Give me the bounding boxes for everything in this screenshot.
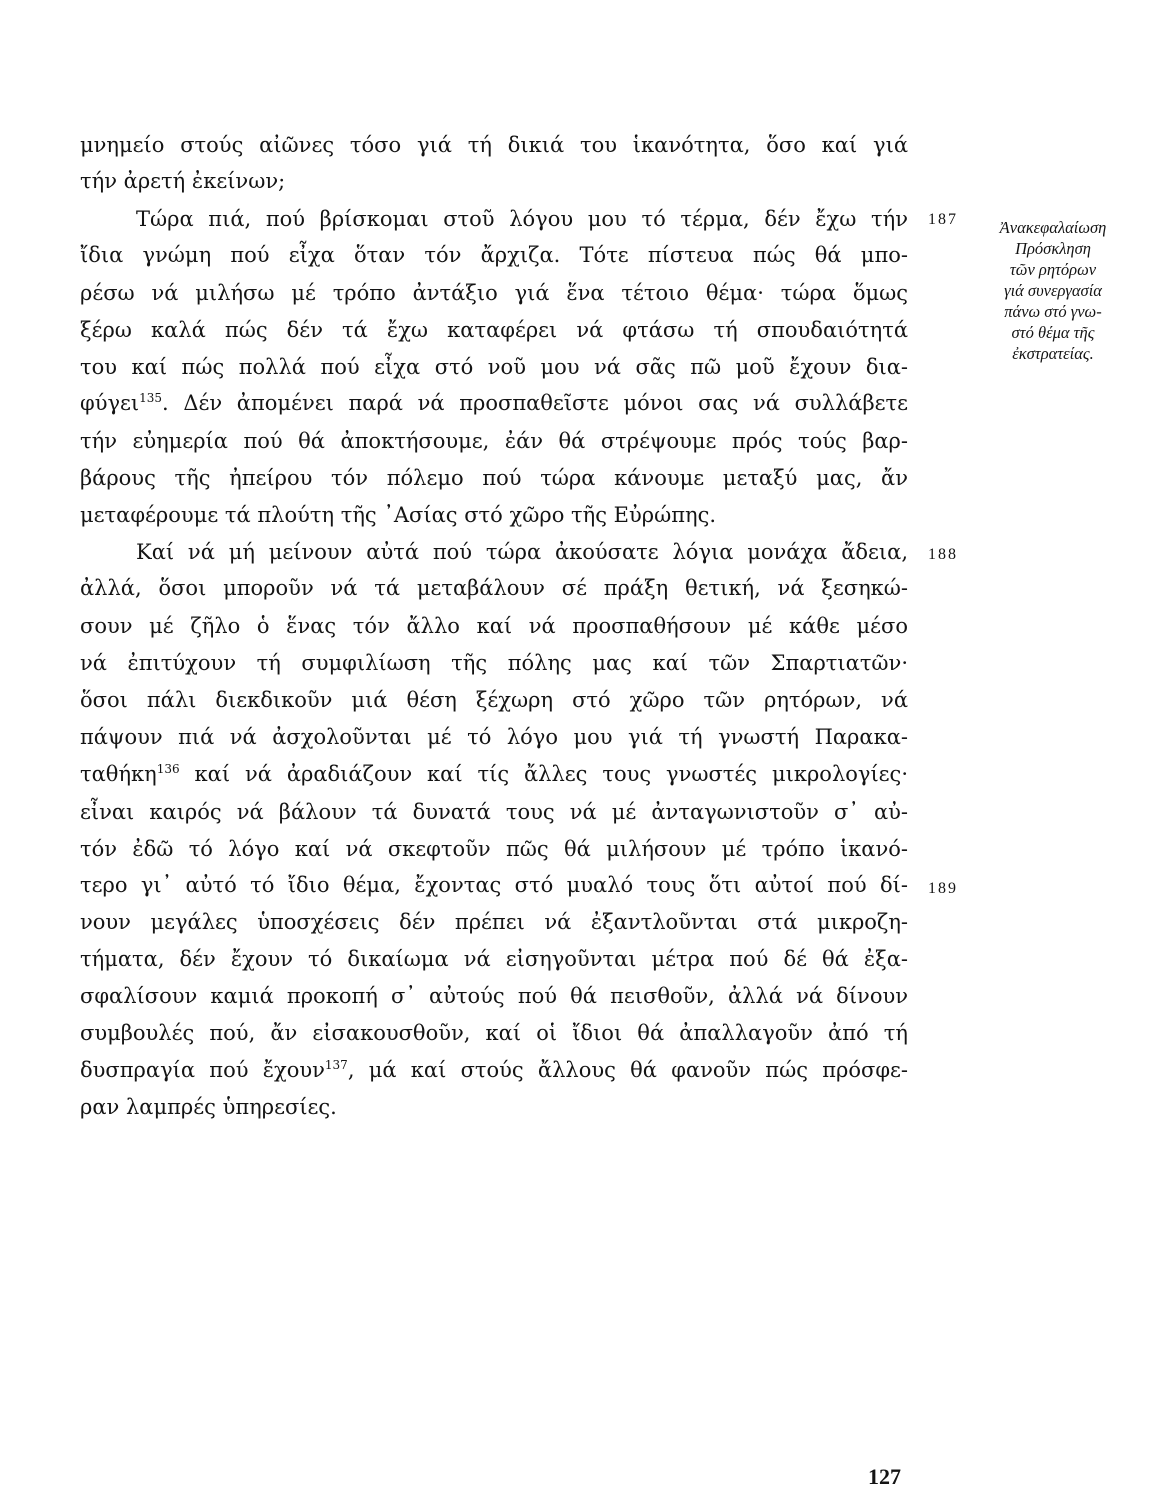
- text-line: πάψουν πιά νά ἀσχολοῦνται μέ τό λόγο μου γιά τή γνωστή Παρακα-: [80, 725, 908, 749]
- text-line: Καί νά μή μείνουν αὐτά πού τώρα ἀκούσατε λόγια μονάχα ἄδεια,: [136, 540, 908, 564]
- margin-note: [958, 217, 1148, 364]
- footnote-ref: 135: [139, 391, 163, 405]
- margin-note-line: Ἀνακεφαλαίωση: [999, 218, 1107, 237]
- text-line: τήν ἀρετή ἐκείνων;: [80, 169, 286, 193]
- text-line: εἶναι καιρός νά βάλουν τά δυνατά τους νά μέ ἀνταγωνιστοῦν σ᾿ αὐ-: [80, 800, 908, 824]
- text-line: βάρους τῆς ἠπείρου τόν πόλεμο πού τώρα κάνουμε μεταξύ μας, ἄν: [80, 466, 908, 490]
- text-line: μεταφέρουμε τά πλούτη τῆς ᾿Ασίας στό χῶρο τῆς Εὐρώπης.: [80, 503, 717, 527]
- text-line: τερο γι᾿ αὐτό τό ἴδιο θέμα, ἔχοντας στό μυαλό τους ὅτι αὐτοί πού δί-: [80, 873, 908, 897]
- section-number: 189: [928, 880, 958, 897]
- page-number: 127: [868, 1464, 901, 1489]
- text-line: σφαλίσουν καμιά προκοπή σ᾿ αὐτούς πού θά πεισθοῦν, ἀλλά νά δίνουν: [80, 984, 908, 1008]
- text-line: ρέσω νά μιλήσω μέ τρόπο ἀντάξιο γιά ἕνα τέτοιο θέμα· τώρα ὅμως: [80, 281, 908, 305]
- text-line: δυσπραγία πού ἔχουν$^{137}$, μά καί στούς ἄλλους θά φανοῦν πώς πρόσφε-: [80, 1058, 908, 1082]
- text-line: τήματα, δέν ἔχουν τό δικαίωμα νά εἰσηγοῦνται μέτρα πού δέ θά ἐξα-: [80, 947, 908, 971]
- text-line: τόν ἐδῶ τό λόγο καί νά σκεφτοῦν πῶς θά μιλήσουν μέ τρόπο ἱκανό-: [80, 837, 908, 861]
- margin-note-line: πάνω στό γνω-: [1004, 302, 1102, 321]
- margin-note-line: γιά συνεργασία: [1004, 281, 1102, 300]
- text-line: τήν εὐημερία πού θά ἀποκτήσουμε, ἐάν θά στρέψουμε πρός τούς βαρ-: [80, 429, 908, 453]
- margin-note-line: στό θέμα τῆς: [1011, 323, 1095, 342]
- text-line: νά ἐπιτύχουν τή συμφιλίωση τῆς πόλης μας καί τῶν Σπαρτιατῶν·: [80, 651, 908, 675]
- text-line: ξέρω καλά πώς δέν τά ἔχω καταφέρει νά φτάσω τή σπουδαιότητά: [80, 318, 908, 342]
- text-line: ἀλλά, ὅσοι μποροῦν νά τά μεταβάλουν σέ πράξη θετική, νά ξεσηκώ-: [80, 576, 908, 600]
- text-line: ταθήκη$^{136}$ καί νά ἀραδιάζουν καί τίς ἄλλες τους γνωστές μικρολογίες·: [80, 762, 908, 786]
- footnote-ref: 137: [324, 1058, 348, 1072]
- margin-note-line: Πρόσκληση: [1015, 239, 1091, 258]
- text-line: ἴδια γνώμη πού εἶχα ὅταν τόν ἄρχιζα. Τότε πίστευα πώς θά μπο-: [80, 243, 908, 267]
- text-line: σουν μέ ζῆλο ὁ ἕνας τόν ἄλλο καί νά προσπαθήσουν μέ κάθε μέσο: [80, 614, 908, 638]
- section-number: 187: [928, 211, 958, 228]
- footnote-ref: 136: [156, 762, 180, 776]
- text-line: μνημείο στούς αἰῶνες τόσο γιά τή δικιά του ἱκανότητα, ὅσο καί γιά: [80, 133, 908, 157]
- text-line: του καί πώς πολλά πού εἶχα στό νοῦ μου νά σᾶς πῶ μοῦ ἔχουν δια-: [80, 355, 908, 379]
- text-line: νουν μεγάλες ὑποσχέσεις δέν πρέπει νά ἐξαντλοῦνται στά μικροζη-: [80, 910, 908, 934]
- margin-note-line: ἐκστρατείας.: [1012, 344, 1094, 363]
- text-line: φύγει$^{135}$. Δέν ἀπομένει παρά νά προσπαθεῖστε μόνοι σας νά συλλάβετε: [80, 391, 908, 415]
- text-line: ραν λαμπρές ὑπηρεσίες.: [80, 1095, 337, 1119]
- margin-note-line: τῶν ρητόρων: [1009, 260, 1097, 279]
- text-line: Τώρα πιά, πού βρίσκομαι στοῦ λόγου μου τό τέρμα, δέν ἔχω τήν: [136, 207, 908, 231]
- section-number: 188: [928, 546, 958, 563]
- text-line: συμβουλές πού, ἄν εἰσακουσθοῦν, καί οἱ ἴδιοι θά ἀπαλλαγοῦν ἀπό τή: [80, 1021, 908, 1045]
- text-line: ὅσοι πάλι διεκδικοῦν μιά θέση ξέχωρη στό χῶρο τῶν ρητόρων, νά: [80, 688, 908, 712]
